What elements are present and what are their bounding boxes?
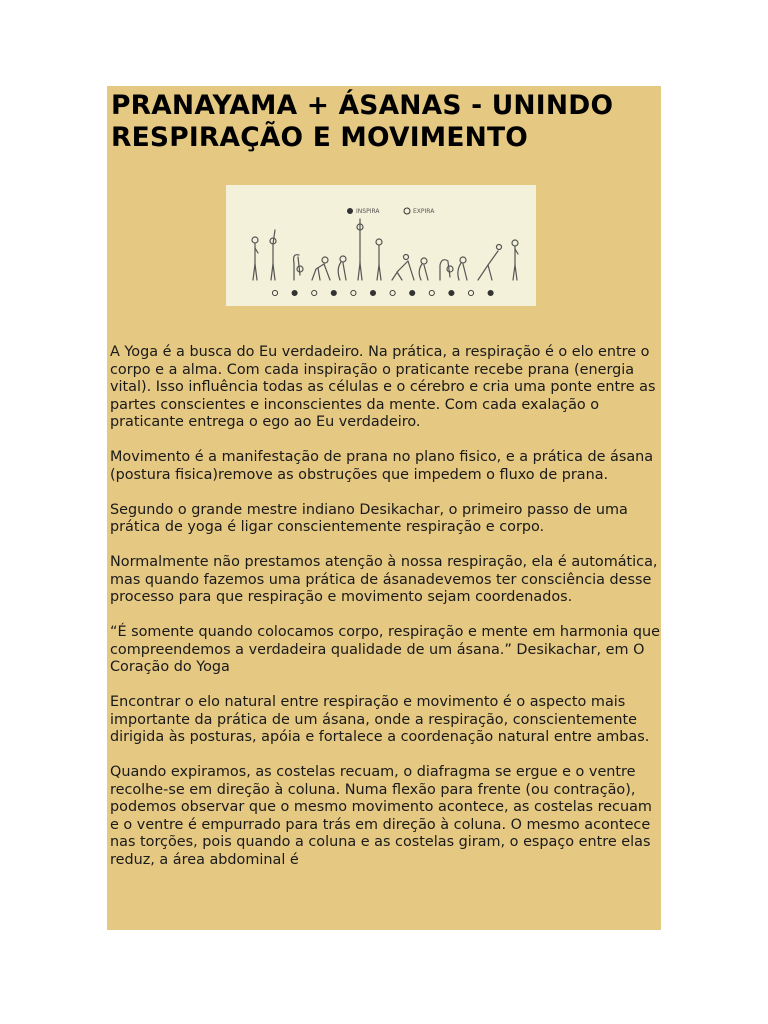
exhale-legend-label: EXPIRA: [413, 208, 435, 215]
paragraph: Encontrar o elo natural entre respiração e movimento é o aspecto mais importante da prática de um ásana, onde a respiração, conscientemente dirigida às posturas, apóia e fortalece a coordenação natural entre ambas.: [110, 694, 650, 745]
pose-figures: [252, 219, 518, 280]
pose-forward-bend-icon: [294, 255, 303, 280]
inhale-dot: [488, 290, 493, 295]
exhale-dot: [351, 290, 356, 295]
exhale-dot: [272, 290, 277, 295]
inhale-legend-label: INSPIRA: [356, 208, 380, 215]
article-body: [110, 344, 660, 887]
pose-bend-icon: [458, 257, 467, 280]
pose-fold-icon: [440, 260, 453, 280]
sun-salutation-illustration: [226, 185, 536, 306]
paragraph: “É somente quando colocamos corpo, respiração e mente em harmonia que compreendemos a verdadeira qualidade de um ásana.” Desikachar, em O Coração do Yoga: [110, 624, 660, 675]
exhale-dot: [429, 290, 434, 295]
pose-crouch-icon: [338, 256, 346, 280]
pose-lunge-icon: [312, 257, 330, 280]
exhale-dot: [468, 290, 473, 295]
yoga-sequence-figure: [226, 185, 536, 306]
exhale-dot: [390, 290, 395, 295]
paragraph: Normalmente não prestamos atenção à nossa respiração, ela é automática, mas quando fazemos uma prática de ásanadevemos ter consciência desse processo para que respiração e movimento sejam coordenados.: [110, 554, 658, 605]
inhale-dot: [331, 290, 336, 295]
exhale-legend-dot: [404, 208, 410, 214]
document-page: [107, 86, 661, 930]
paragraph: Movimento é a manifestação de prana no plano fisico, e a prática de ásana (postura fisica)remove as obstruções que impedem o fluxo de prana.: [110, 449, 654, 483]
inhale-dot: [292, 290, 297, 295]
inhale-legend-dot: [347, 208, 353, 214]
pose-upward-salute-icon: [357, 219, 363, 280]
inhale-dot: [449, 290, 454, 295]
breath-indicator-row: [272, 290, 493, 295]
page-title: PRANAYAMA + ÁSANAS - UNINDO RESPIRAÇÃO E MOVIMENTO: [111, 90, 614, 153]
inhale-dot: [410, 290, 415, 295]
pose-mountain-icon: [376, 239, 382, 280]
paragraph: A Yoga é a busca do Eu verdadeiro. Na prática, a respiração é o elo entre o corpo e a alma. Com cada inspiração o praticante recebe prana (energia vital). Isso influência todas as células e o cérebro e cria uma ponte entre as partes conscientes e inconscientes da mente. Com cada exalação o praticante entrega o ego ao Eu verdadeiro.: [110, 344, 656, 430]
exhale-dot: [312, 290, 317, 295]
paragraph: Segundo o grande mestre indiano Desikachar, o primeiro passo de uma prática de yoga é ligar conscientemente respiração e corpo.: [110, 501, 628, 535]
pose-final-standing-icon: [512, 240, 518, 280]
paragraph: Quando expiramos, as costelas recuam, o diafragma se ergue e o ventre recolhe-se em direção à coluna. Numa flexão para frente (ou contração), podemos observar que o mesmo movimento acontece, as costelas recuam e o ventre é empurrado para trás em direção à coluna. O mesmo acontece nas torções, pois quando a coluna e as costelas giram, o espaço entre elas reduz, a área abdominal é: [110, 764, 652, 868]
inhale-dot: [370, 290, 375, 295]
pose-low-lunge-icon: [392, 255, 414, 281]
pose-arms-up-icon: [270, 230, 276, 280]
pose-standing-icon: [252, 237, 258, 280]
pose-plank-icon: [478, 245, 502, 281]
pose-squat-icon: [419, 258, 428, 280]
